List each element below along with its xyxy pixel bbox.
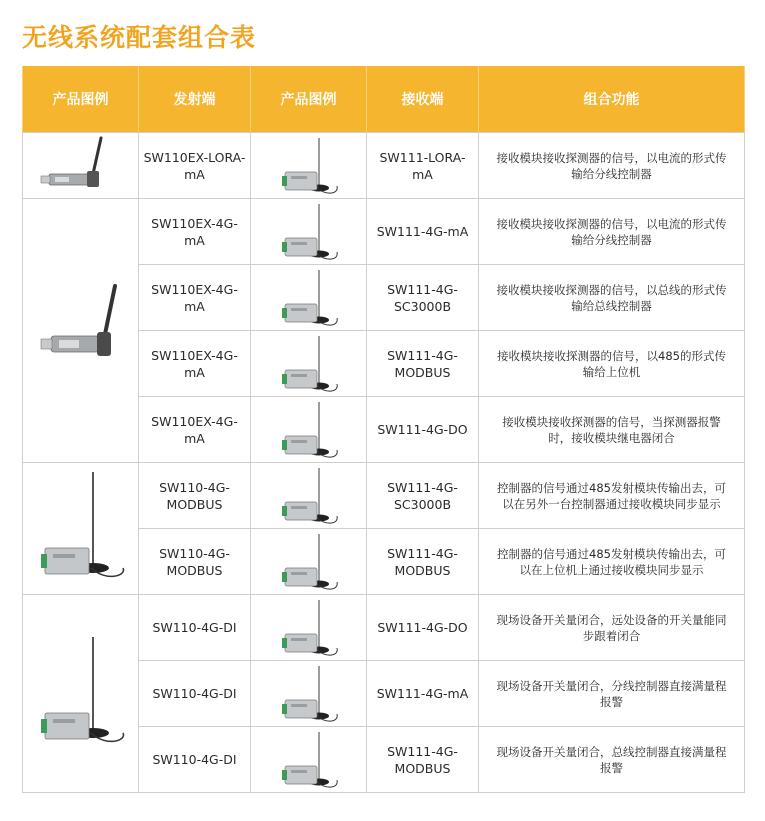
receiver-model: SW111-4G-SC3000B	[367, 265, 479, 331]
antenna-transmitter-icon	[23, 199, 139, 463]
header-product-image-2: 产品图例	[251, 66, 367, 133]
combination-function: 现场设备开关量闭合，总线控制器直接满量程报警	[479, 727, 745, 793]
combination-function: 控制器的信号通过485发射模块传输出去，可以在另外一台控制器通过接收模块同步显示	[479, 463, 745, 529]
receiver-model: SW111-4G-DO	[367, 397, 479, 463]
header-receiver: 接收端	[367, 66, 479, 133]
table-row	[23, 595, 745, 661]
transmitter-model: SW110-4G-DI	[139, 727, 251, 793]
receiver-image-icon	[251, 331, 367, 397]
table-header-row	[23, 66, 745, 133]
transmitter-model: SW110EX-4G-mA	[139, 397, 251, 463]
combination-function: 接收模块接收探测器的信号，以总线的形式传输给总线控制器	[479, 265, 745, 331]
combination-function: 现场设备开关量闭合，远处设备的开关量能同步跟着闭合	[479, 595, 745, 661]
combination-function: 控制器的信号通过485发射模块传输出去，可以在上位机上通过接收模块同步显示	[479, 529, 745, 595]
combination-function: 接收模块接收探测器的信号，当探测器报警时，接收模块继电器闭合	[479, 397, 745, 463]
transmitter-model: SW110-4G-DI	[139, 595, 251, 661]
page-title: 无线系统配套组合表	[22, 23, 257, 52]
table-row	[23, 133, 745, 199]
receiver-image-icon	[251, 133, 367, 199]
receiver-image-icon	[251, 595, 367, 661]
transmitter-model: SW110-4G-DI	[139, 661, 251, 727]
box-transmitter-icon	[23, 595, 139, 793]
header-product-image-1: 产品图例	[23, 66, 139, 133]
table-row	[23, 199, 745, 265]
receiver-image-icon	[251, 727, 367, 793]
transmitter-model: SW110EX-4G-mA	[139, 265, 251, 331]
transmitter-model: SW110EX-4G-mA	[139, 331, 251, 397]
receiver-model: SW111-4G-mA	[367, 661, 479, 727]
header-function: 组合功能	[479, 66, 745, 133]
receiver-model: SW111-4G-MODBUS	[367, 727, 479, 793]
transmitter-model: SW110-4G-MODBUS	[139, 463, 251, 529]
receiver-model: SW111-4G-MODBUS	[367, 529, 479, 595]
receiver-model: SW111-4G-SC3000B	[367, 463, 479, 529]
receiver-image-icon	[251, 529, 367, 595]
header-transmitter: 发射端	[139, 66, 251, 133]
combination-function: 接收模块接收探测器的信号，以485的形式传输给上位机	[479, 331, 745, 397]
receiver-model: SW111-4G-DO	[367, 595, 479, 661]
transmitter-model: SW110EX-4G-mA	[139, 199, 251, 265]
receiver-model: SW111-4G-MODBUS	[367, 331, 479, 397]
table-row	[23, 463, 745, 529]
combination-function: 接收模块接收探测器的信号，以电流的形式传输给分线控制器	[479, 133, 745, 199]
receiver-image-icon	[251, 463, 367, 529]
combination-table	[22, 66, 745, 793]
receiver-model: SW111-LORA-mA	[367, 133, 479, 199]
receiver-image-icon	[251, 661, 367, 727]
receiver-image-icon	[251, 265, 367, 331]
antenna-transmitter-small-icon	[23, 133, 139, 199]
receiver-image-icon	[251, 199, 367, 265]
combination-function: 接收模块接收探测器的信号，以电流的形式传输给分线控制器	[479, 199, 745, 265]
receiver-image-icon	[251, 397, 367, 463]
box-transmitter-icon	[23, 463, 139, 595]
transmitter-model: SW110EX-LORA-mA	[139, 133, 251, 199]
transmitter-model: SW110-4G-MODBUS	[139, 529, 251, 595]
receiver-model: SW111-4G-mA	[367, 199, 479, 265]
combination-function: 现场设备开关量闭合，分线控制器直接满量程报警	[479, 661, 745, 727]
